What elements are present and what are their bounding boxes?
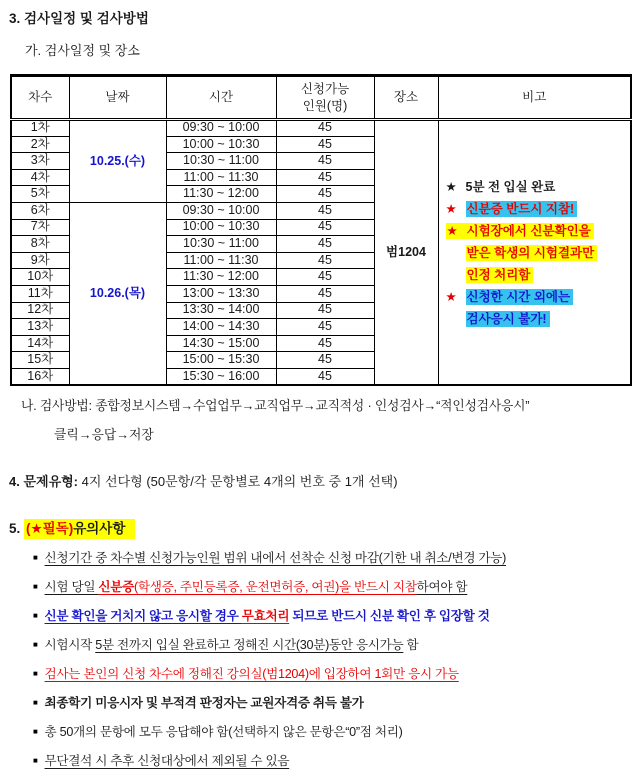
table-row <box>11 120 631 137</box>
round-cell: 1차 <box>11 120 69 137</box>
section-subtitle: 가. 검사일정 및 장소 <box>25 43 140 58</box>
header-capacity-line2: 인원(명) <box>302 98 348 113</box>
header-round: 차수 <box>11 76 69 120</box>
round-cell: 10차 <box>11 269 69 286</box>
round-cell: 5차 <box>11 186 69 203</box>
schedule-table <box>10 74 632 386</box>
notice-text: 함 <box>403 638 419 652</box>
header-note: 비고 <box>438 76 631 120</box>
time-cell: 10:30 ~ 11:00 <box>166 153 276 170</box>
capacity-cell: 45 <box>276 335 374 352</box>
capacity-cell: 45 <box>276 120 374 137</box>
star-icon: ★ <box>446 223 458 238</box>
header-capacity-line1: 신청가능 <box>300 81 350 96</box>
time-cell: 13:00 ~ 13:30 <box>166 285 276 302</box>
capacity-cell: 45 <box>276 269 374 286</box>
round-cell: 11차 <box>11 285 69 302</box>
note-text: 시험장에서 신분확인을 <box>466 223 591 238</box>
note-text: 5분 전 입실 완료 <box>465 179 556 194</box>
time-cell: 09:30 ~ 10:00 <box>166 120 276 137</box>
capacity-cell: 45 <box>276 236 374 253</box>
capacity-cell: 45 <box>276 368 374 385</box>
notice-text: 신분증 <box>98 580 135 594</box>
time-cell: 14:30 ~ 15:00 <box>166 335 276 352</box>
section4-heading <box>9 471 631 490</box>
section5-heading <box>9 517 631 537</box>
round-cell: 6차 <box>11 202 69 219</box>
note-line-6 <box>446 286 631 308</box>
notice-text: 5분 전까지 입실 완료하고 정해진 시간(30분)동안 응시가능 <box>95 638 404 652</box>
capacity-cell: 45 <box>276 352 374 369</box>
round-cell: 14차 <box>11 335 69 352</box>
time-cell: 11:30 ~ 12:00 <box>166 269 276 286</box>
method-line-2: 클릭→응답→저장 <box>54 427 154 442</box>
bullet-icon: ■ <box>33 669 38 678</box>
section5-badge-red: (★필독) <box>26 521 74 536</box>
bullet-icon: ■ <box>33 727 38 736</box>
notice-text: 최종학기 미응시자 및 부적격 판정자는 교원자격증 취득 불가 <box>44 696 364 710</box>
star-icon: ★ <box>445 289 457 304</box>
notice-text: 신청기간 중 차수별 신청가능인원 범위 내에서 선착순 신청 마감(기한 내 취소/변경 가능) <box>44 551 507 565</box>
notice-item-2 <box>33 579 631 595</box>
capacity-cell: 45 <box>276 169 374 186</box>
time-cell: 11:00 ~ 11:30 <box>166 252 276 269</box>
capacity-cell: 45 <box>276 186 374 203</box>
capacity-cell: 45 <box>276 252 374 269</box>
note-text: 신분증 반드시 지참! <box>466 201 578 217</box>
notice-item-7 <box>33 724 631 740</box>
capacity-cell: 45 <box>276 285 374 302</box>
place-cell: 범1204 <box>374 120 438 386</box>
table-header-row <box>11 76 631 120</box>
date-cell-group2: 10.26.(목) <box>69 202 166 385</box>
page-title: 3. 검사일정 및 검사방법 <box>9 11 149 26</box>
note-text: 검사응시 불가! <box>466 311 550 327</box>
time-cell: 11:30 ~ 12:00 <box>166 186 276 203</box>
round-cell: 8차 <box>11 236 69 253</box>
bullet-icon: ■ <box>33 756 38 765</box>
round-cell: 4차 <box>11 169 69 186</box>
time-cell: 10:00 ~ 10:30 <box>166 136 276 153</box>
section4-text: 4지 선다형 (50문항/각 문항별로 4개의 번호 중 1개 선택) <box>78 474 398 489</box>
star-icon: ★ <box>445 201 457 216</box>
capacity-cell: 45 <box>276 153 374 170</box>
round-cell: 3차 <box>11 153 69 170</box>
round-cell: 2차 <box>11 136 69 153</box>
notice-text: 무단결석 시 추후 신청대상에서 제외될 수 있음 <box>44 754 290 768</box>
note-line-5 <box>466 264 631 286</box>
note-cell <box>438 120 631 386</box>
notice-text: 하여야 함 <box>416 580 468 594</box>
notice-list <box>33 550 631 769</box>
notice-text: 되므로 반드시 신분 확인 후 입장할 것 <box>289 609 490 623</box>
bullet-icon: ■ <box>33 611 38 620</box>
notice-text: 신분 확인을 거치지 않고 응시할 경우 <box>44 609 242 623</box>
note-line-4 <box>466 242 631 264</box>
header-place: 장소 <box>374 76 438 120</box>
time-cell: 09:30 ~ 10:00 <box>166 202 276 219</box>
notice-item-6 <box>33 695 631 711</box>
section5-badge-black: 유의사항 <box>73 521 126 536</box>
time-cell: 15:00 ~ 15:30 <box>166 352 276 369</box>
star-icon: ★ <box>445 179 457 194</box>
bullet-icon: ■ <box>33 582 38 591</box>
note-line-2 <box>446 198 631 220</box>
round-cell: 15차 <box>11 352 69 369</box>
notice-item-1 <box>33 550 631 566</box>
round-cell: 12차 <box>11 302 69 319</box>
time-cell: 14:00 ~ 14:30 <box>166 319 276 336</box>
round-cell: 9차 <box>11 252 69 269</box>
round-cell: 7차 <box>11 219 69 236</box>
notice-text: (학생증, 주민등록증, 운전면허증, 여권)을 반드시 지참 <box>134 580 417 594</box>
section4-label: 4. 문제유형: <box>9 474 79 489</box>
note-line-3 <box>446 220 631 242</box>
capacity-cell: 45 <box>276 319 374 336</box>
round-cell: 16차 <box>11 368 69 385</box>
header-date: 날짜 <box>69 76 166 120</box>
round-cell: 13차 <box>11 319 69 336</box>
capacity-cell: 45 <box>276 302 374 319</box>
time-cell: 10:00 ~ 10:30 <box>166 219 276 236</box>
note-line-1 <box>446 176 631 198</box>
notice-text: 시험 당일 <box>44 580 99 594</box>
note-text: 신청한 시간 외에는 <box>466 289 574 305</box>
time-cell: 15:30 ~ 16:00 <box>166 368 276 385</box>
notice-item-3 <box>33 608 631 624</box>
bullet-icon: ■ <box>33 553 38 562</box>
date-cell-group1: 10.25.(수) <box>69 120 166 203</box>
header-capacity <box>276 76 374 120</box>
notice-item-4 <box>33 637 631 653</box>
time-cell: 13:30 ~ 14:00 <box>166 302 276 319</box>
capacity-cell: 45 <box>276 202 374 219</box>
notice-text: 시험시작 <box>44 638 96 652</box>
bullet-icon: ■ <box>33 698 38 707</box>
note-text: 받은 학생의 시험결과만 <box>466 245 598 261</box>
capacity-cell: 45 <box>276 136 374 153</box>
method-line-1: 나. 검사방법: 종합정보시스템→수업업무→교직업무→교직적성 · 인성검사→“적인성검사응시” <box>21 398 530 413</box>
notice-text: 검사는 본인의 신청 차수에 정해진 강의실(범1204)에 입장하여 1회만 응시 가능 <box>44 667 459 681</box>
notice-text: 총 50개의 문항에 모두 응답해야 함(선택하지 않은 문항은“0”점 처리) <box>44 725 403 739</box>
note-text: 인정 처리함 <box>466 267 534 283</box>
bullet-icon: ■ <box>33 640 38 649</box>
capacity-cell: 45 <box>276 219 374 236</box>
header-time: 시간 <box>166 76 276 120</box>
time-cell: 10:30 ~ 11:00 <box>166 236 276 253</box>
notice-item-5 <box>33 666 631 682</box>
section5-number: 5. <box>9 521 25 536</box>
notice-item-8 <box>33 753 631 769</box>
time-cell: 11:00 ~ 11:30 <box>166 169 276 186</box>
notice-text: 무효처리 <box>241 609 290 623</box>
note-line-7 <box>466 308 631 330</box>
